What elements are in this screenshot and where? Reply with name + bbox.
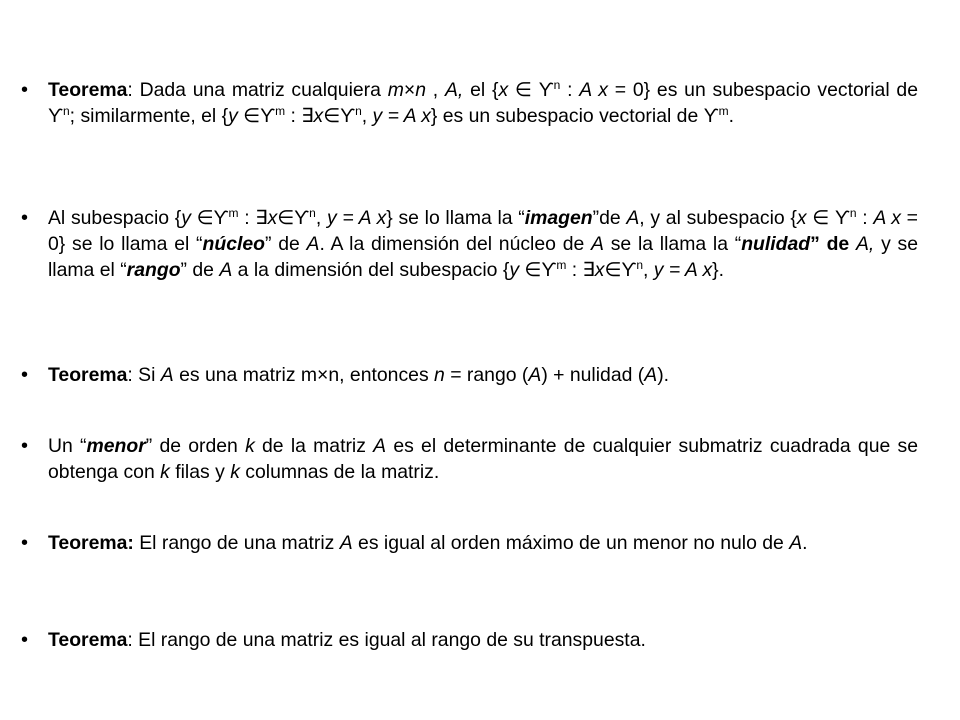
text-run: ) + nulidad ( — [541, 364, 645, 386]
text-run: : Si — [127, 364, 161, 386]
text-run: m — [556, 258, 567, 272]
text-run: Un “ — [48, 435, 87, 457]
text-run: : Dada una matriz cualquiera — [127, 79, 388, 101]
text-run: . — [802, 532, 808, 554]
text-run: filas y — [169, 461, 231, 483]
text-run: ∈ϒ — [190, 207, 229, 229]
text-run: A — [306, 233, 320, 255]
text-run: ∈ϒ — [519, 259, 557, 281]
text-run: nulidad — [741, 233, 811, 255]
list-item-text — [48, 627, 918, 653]
text-run: x — [594, 259, 605, 281]
text-run: n — [636, 258, 643, 272]
text-run: × — [403, 79, 416, 101]
text-run: y = A x — [653, 259, 713, 281]
text-run: y — [228, 105, 238, 127]
text-run: A — [160, 364, 174, 386]
text-run: x — [313, 105, 324, 127]
text-run: : ∃ — [238, 207, 268, 229]
text-run: Teorema — [48, 364, 128, 386]
text-run: k — [230, 461, 240, 483]
text-run: x — [796, 207, 807, 229]
text-run: m — [387, 79, 404, 101]
text-run: = 0} es un subespacio vectorial de ϒ — [48, 79, 924, 127]
text-run: , — [315, 207, 327, 229]
text-run: ∈ ϒ — [508, 79, 554, 101]
text-run: x — [267, 207, 278, 229]
text-run: se la llama la “ — [603, 233, 742, 255]
text-run: ∈ϒ — [323, 105, 356, 127]
text-run: m — [718, 104, 729, 118]
text-run: A — [339, 532, 353, 554]
text-run: A x — [579, 79, 608, 101]
bullet-icon: • — [21, 207, 29, 229]
text-run: Teorema: — [48, 532, 134, 554]
text-run: A — [789, 532, 803, 554]
bullet-icon: • — [21, 435, 29, 457]
text-run: k — [160, 461, 170, 483]
text-run: rango — [126, 259, 181, 281]
text-run: n — [553, 78, 561, 92]
text-run: columnas de la matriz. — [239, 461, 440, 483]
text-run: : — [856, 207, 874, 229]
text-run: n — [849, 206, 857, 220]
text-run: Teorema — [48, 79, 128, 101]
text-run: A — [644, 364, 658, 386]
text-run: . A la dimensión del núcleo de — [319, 233, 592, 255]
list-item-text — [48, 433, 924, 485]
text-run: y se llama el “ — [48, 233, 924, 281]
text-run: ∈ϒ — [604, 259, 637, 281]
text-run: n — [309, 206, 316, 220]
list-item-text — [48, 77, 924, 129]
text-run: Al subespacio { — [48, 207, 182, 229]
text-run: A — [373, 435, 387, 457]
text-run: y = A x — [372, 105, 431, 127]
text-run: a la dimensión del subespacio { — [232, 259, 510, 281]
text-run: ∈ ϒ — [806, 207, 850, 229]
text-run: } es un subespacio vectorial de ϒ — [430, 105, 719, 127]
list-item-text — [48, 362, 918, 388]
text-run: núcleo — [202, 233, 265, 255]
text-run: = 0} se lo llama el “ — [48, 207, 924, 255]
text-run: x — [498, 79, 509, 101]
text-run: es una matriz m×n, entonces — [173, 364, 435, 386]
bullet-icon: • — [21, 79, 29, 101]
text-run: A — [626, 207, 640, 229]
text-run: es el determinante de cualquier submatriz cuadrada que se obtenga con — [48, 435, 924, 483]
text-run: }. — [712, 259, 725, 281]
text-run: , — [361, 105, 373, 127]
text-run: m — [228, 206, 239, 220]
bullet-icon: • — [21, 629, 29, 651]
text-run: k — [245, 435, 255, 457]
text-run: . — [728, 105, 734, 127]
text-run: A, — [855, 233, 875, 255]
text-run: ; similarmente, el { — [69, 105, 229, 127]
list-item-text — [48, 530, 918, 556]
text-run: ” de — [180, 259, 220, 281]
text-run: Teorema — [48, 629, 128, 651]
text-run: n — [355, 104, 362, 118]
text-run: } se lo llama la “ — [386, 207, 525, 229]
text-run: ” de — [265, 233, 307, 255]
text-run: : El rango de una matriz es igual al rango de su transpuesta. — [127, 629, 646, 651]
text-run: m — [275, 104, 286, 118]
text-run: imagen — [524, 207, 593, 229]
text-run: n — [62, 104, 70, 118]
text-run: ” de orden — [145, 435, 246, 457]
text-run: n — [434, 364, 445, 386]
text-run: A — [528, 364, 542, 386]
text-run: y — [509, 259, 520, 281]
text-run: , — [425, 79, 445, 101]
text-run: El rango de una matriz — [133, 532, 340, 554]
bullet-icon: • — [21, 364, 29, 386]
text-run: y = A x — [326, 207, 387, 229]
text-run: ∈ϒ — [277, 207, 310, 229]
text-run: = rango ( — [444, 364, 529, 386]
text-run: A x — [873, 207, 901, 229]
text-run: A — [591, 233, 604, 255]
text-run: de la matriz — [254, 435, 374, 457]
text-run: es igual al orden máximo de un menor no nulo de — [352, 532, 790, 554]
text-run: : ∃ — [285, 105, 314, 127]
text-run: A — [219, 259, 233, 281]
bullet-icon: • — [21, 532, 29, 554]
text-run: ”de — [592, 207, 627, 229]
text-run: n — [415, 79, 426, 101]
text-run: A, — [444, 79, 464, 101]
text-run: y — [181, 207, 191, 229]
text-run: , — [643, 259, 654, 281]
text-run: menor — [86, 435, 146, 457]
text-run: el { — [463, 79, 499, 101]
text-run: : — [560, 79, 580, 101]
text-run: , y al subespacio { — [639, 207, 797, 229]
list-item-text — [48, 205, 924, 283]
text-run: ). — [657, 364, 670, 386]
text-run: ” de — [810, 233, 856, 255]
text-run: ∈ϒ — [237, 105, 276, 127]
text-run: : ∃ — [566, 259, 595, 281]
